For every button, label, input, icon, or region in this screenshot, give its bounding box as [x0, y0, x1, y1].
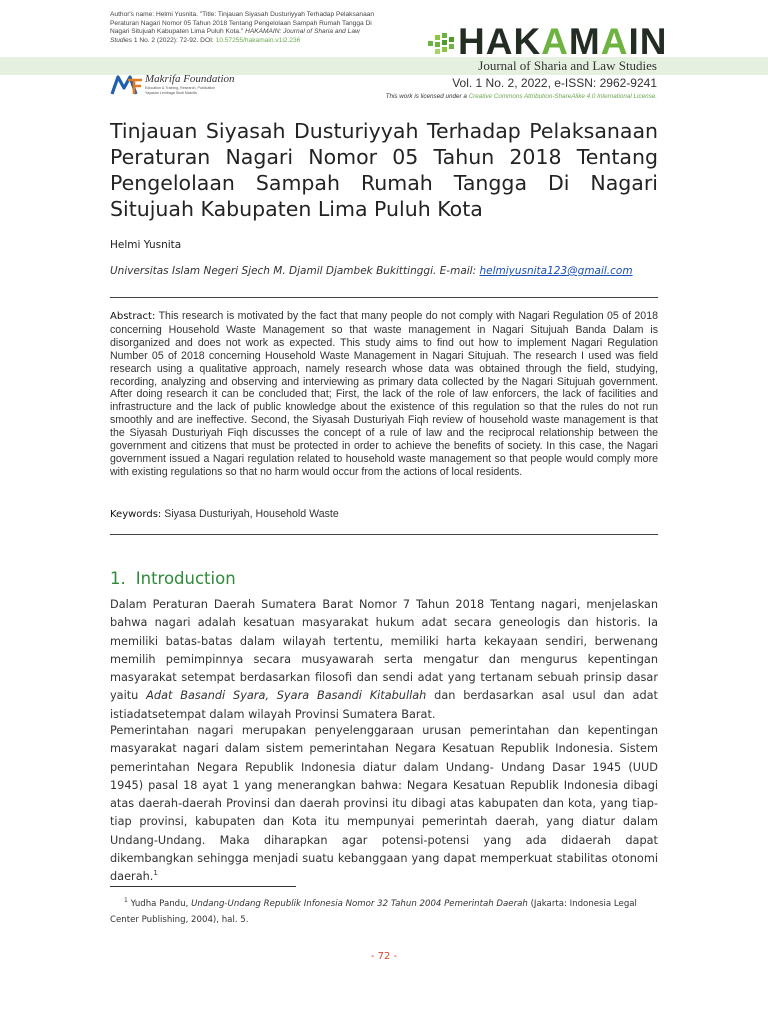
page-number: - 72 -: [370, 951, 398, 962]
author-email-link[interactable]: helmiyusnita123@gmail.com: [479, 265, 633, 277]
author-name: Helmi Yusnita: [110, 239, 182, 251]
makrifa-foundation-logo-icon: [110, 74, 144, 96]
abstract-label: Abstract:: [110, 311, 156, 322]
abstract: [110, 310, 658, 479]
paragraph-1: Dalam Peraturan Daerah Sumatera Barat Nomor 7 Tahun 2018 Tentang nagari, menjelaskan bahwa nagari adalah kesatuan masyarakat hukum adat secara geneologis dan historis. Ia memiliki batas-batas dalam wilayah tertentu, memiliki harta kekayaan sendiri, berwenang memilih pemimpinnya secara musyawarah serta mengatur dan mengurus kepentingan masyarakat setempat berdasarkan filosofi dan sendi adat yang tertanam sebuah prinsip dasar yaitu Adat Basandi Syara, Syara Basandi Kitabullah dan berdasarkan asal usul dan adat istiadatsetempat dalam wilayah Provinsi Sumatera Barat.: [110, 598, 658, 721]
citation-text: Author's name: Helmi Yusnita. "Title: Tinjauan Siyasah Dusturiyyah Terhadap Pelaksanaan Peraturan Nagari Nomor 05 Tahun 2018 Tentang Pengelolaan Sampah Rumah Tangga Di Nagari Situjuah Kabupaten Lima Puluh Kota.": [110, 11, 375, 36]
abstract-text: This research is motivated by the fact that many people do not comply with Nagari Regulation 05 of 2018 concerning Household Waste Management so that waste management in Nagari Situjuah Banda Dalam is disorganized and does not work as expected. This study aims to find out how to implement Nagari Regulation Number 05 of 2018 concerning Household Waste Management in Nagari Situjuah. The research I used was field research using a qualitative approach, namely research whose data was obtained through the field, studying, recording, analyzing and observing and interviewing as primary data collected by the Nagari Situjuah government. After doing research it can be concluded that; First, the lack of the role of law enforcers, the lack of facilities and infrastructure and the lack of public knowledge about the existence of this regulation so that the rules do not run smoothly and are ineffective. Second, the Siyasah Dusturiyah Fiqh review of household waste management is that the Siyasah Dusturiyah Fiqh discusses the concept of a rule of law and the reciprocal relationship between the government and citizens that must be protected in order to achieve the benefits of society. In this case, the Nagari government issued a Nagari regulation related to household waste management so that people would comply more with existing regulations so that no harm would occur from the actions of local residents.: [110, 310, 658, 478]
journal-name: Journal of Sharia and Law Studies: [478, 58, 657, 73]
license-line: This work is licensed under a Creative Commons Attribution-ShareAlike 4.0 International License.: [385, 93, 657, 100]
section-number: 1.: [110, 569, 126, 588]
footnote: $^1$ Yudha Pandu, Undang-Undang Republik Infonesia Nomor 32 Tahun 2004 Pemerintah Daerah (Jakarta: Indonesia Legal Center Publishing, 2004), hal. 5.: [110, 897, 637, 925]
publisher-subtitle-1: Education & Training, Research, Publication: [145, 86, 216, 90]
publisher-name: Makrifa Foundation: [145, 73, 235, 85]
footnote-rule: [110, 886, 296, 887]
article-title: Tinjauan Siyasah Dusturiyyah Terhadap Pelaksanaan Peraturan Nagari Nomor 05 Tahun 2018 Tentang Pengelolaan Sampah Rumah Tangga Di Nagari Situjuah Kabupaten Lima Puluh Kota: [110, 119, 658, 221]
section-title: Introduction: [135, 569, 236, 588]
paragraph-2: Pemerintahan nagari merupakan penyelenggaraan urusan pemerintahan dan kepentingan masyarakat nagari dalam sistem pemerintahan Negara Kesatuan Republik Indonesia. Sistem pemerintahan Negara Republik Indonesia diatur dalam Undang- Undang Dasar 1945 (UUD 1945) pasal 18 ayat 1 yang menerangkan bahwa: Negara Kesatuan Republik Indonesia dibagi atas daerah-daerah Provinsi dan daerah provinsi itu dibagi atas kabupaten dan kota, yang tiap- tiap provinsi, kabupaten dan Kota itu mempunyai pemerintah daerah, yang diatur dalam Undang-Undang. Maka diharapkan agar potensi-potensi yang ada didaerah dapat dikembangkan sehingga menjadi suatu kebanggaan yang dapat memperkuat stabilitas otonomi daerah.$^1$: [110, 724, 658, 884]
abstract-bottom-rule: [110, 534, 658, 535]
keywords: [110, 508, 658, 520]
publisher-subtitle-2: Yayasan Lembaga Studi Makrifa: [145, 91, 197, 95]
author-affiliation: Universitas Islam Negeri Sjech M. Djamil Djambek Bukittinggi. E-mail: helmiyusnita123@gmail.com: [110, 265, 633, 277]
volume-issn: Vol. 1 No. 2, 2022, e-ISSN: 2962-9241: [452, 76, 657, 90]
keywords-label: Keywords:: [110, 509, 162, 520]
citation-doi-link[interactable]: 10.57255/hakamain.v1i2.236: [215, 36, 301, 44]
journal-logo-wordmark: HAKAMAIN: [458, 21, 668, 62]
citation-journal: HAKAMAIN: Journal of Sharia and Law Studies: [110, 28, 360, 44]
journal-logo-pixel-icon: [428, 33, 456, 55]
section-heading: [110, 569, 236, 588]
citation-volume: 1 No. 2 (2022): 72-92. DOI:: [133, 36, 214, 44]
keywords-text: Siyasa Dusturiyah, Household Waste: [164, 508, 339, 520]
license-link[interactable]: Creative Commons Attribution-ShareAlike 4.0 International License.: [468, 93, 657, 100]
citation-block: [110, 11, 375, 45]
footnote-mark: 1: [124, 897, 128, 904]
footnote-reference[interactable]: 1: [153, 869, 158, 878]
abstract-top-rule: [110, 297, 658, 298]
